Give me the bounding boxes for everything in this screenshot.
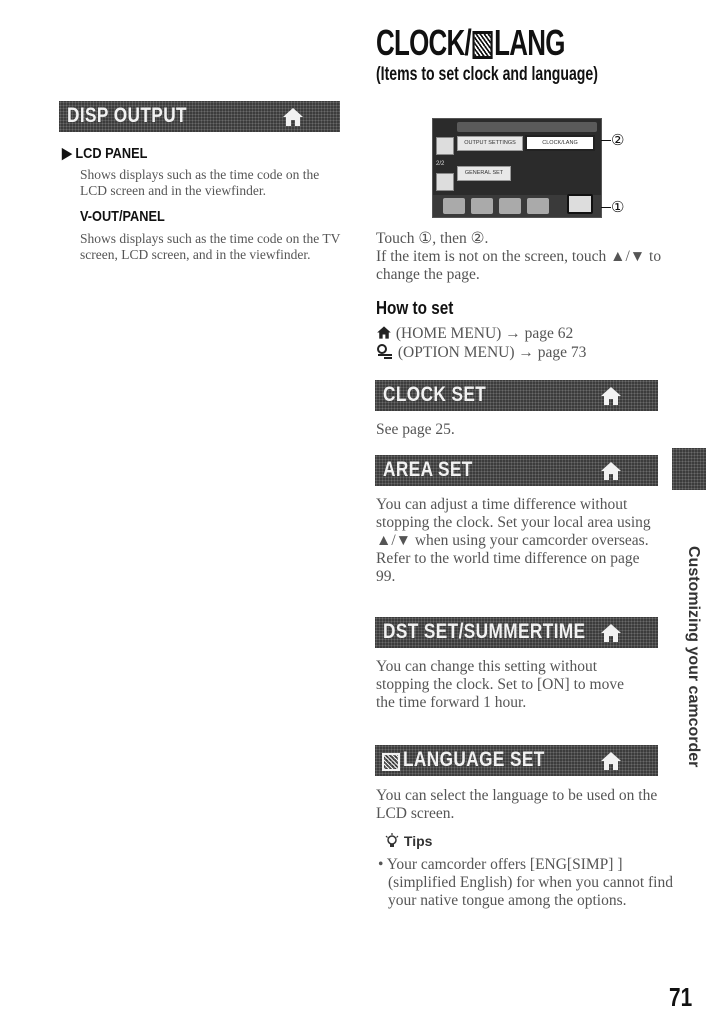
how-to-set-line-2: (OPTION MENU) → page 73 <box>376 344 586 362</box>
section-bar-language-set: LANGUAGE SET <box>375 745 658 776</box>
section-bar-clock-set: CLOCK SET <box>375 380 658 411</box>
camera-icon <box>443 198 465 214</box>
item-heading-lcd-panel: ▶ LCD PANEL <box>62 145 148 162</box>
callout-1: ① <box>611 199 625 216</box>
lang-icon <box>472 31 492 59</box>
display-icon <box>499 198 521 214</box>
item-body-lcd-panel: Shows displays such as the time code on the LCD screen and in the viewfinder. <box>80 167 320 198</box>
bottom-icon-bar <box>433 195 601 217</box>
callout-line-2 <box>601 140 611 141</box>
tips-bullet: • Your camcorder offers [ENG[SIMP] ] (simplified English) for when you cannot find your native tongue among the options. <box>378 856 673 909</box>
dst-set-body: You can change this setting without stopping the clock. Set to [ON] to move the time forward 1 hour. <box>376 658 624 711</box>
home-icon <box>600 460 622 482</box>
home-icon <box>600 385 622 407</box>
page-number: 71 <box>669 982 693 1012</box>
how-to-set-line-1: (HOME MENU) → page 62 <box>376 325 573 343</box>
home-icon <box>600 622 622 644</box>
instruction-line-1: Touch ①, then ②. <box>376 230 489 247</box>
page-title: CLOCK/ LANG <box>376 22 565 63</box>
record-icon <box>527 198 549 214</box>
down-arrow-icon <box>436 173 454 191</box>
instruction-line-2: If the item is not on the screen, touch ▲/▼ to change the page. <box>376 248 662 283</box>
side-tab-label: Customizing your camcorder <box>685 546 702 768</box>
item-heading-v-out-panel: V-OUT/PANEL <box>80 208 165 225</box>
how-to-set-heading: How to set <box>376 298 454 318</box>
tips-heading: Tips <box>384 833 432 849</box>
section-bar-disp-output: DISP OUTPUT <box>59 101 340 132</box>
settings-icon <box>567 194 593 214</box>
status-line <box>457 122 597 132</box>
language-set-body: You can select the language to be used on the LCD screen. <box>376 787 658 822</box>
general-set-button: GENERAL SET <box>457 166 511 181</box>
lang-icon <box>382 753 400 771</box>
page-subtitle: (Items to set clock and language) <box>376 64 598 85</box>
clock-lang-button: CLOCK/LANG <box>525 135 595 151</box>
home-icon <box>282 106 304 128</box>
item-body-v-out-panel: Shows displays such as the time code on the TV screen, LCD screen, and in the viewfinder. <box>80 231 341 262</box>
clock-set-body: See page 25. <box>376 421 455 438</box>
up-arrow-icon <box>436 137 454 155</box>
option-icon <box>376 344 394 359</box>
callout-line-1 <box>601 207 611 208</box>
lcd-screen-illustration <box>432 118 602 218</box>
home-icon <box>376 325 392 340</box>
output-settings-button: OUTPUT SETTINGS <box>457 136 523 151</box>
section-bar-area-set: AREA SET <box>375 455 658 486</box>
area-set-body: You can adjust a time difference without stopping the clock. Set your local area using ▲/▼ when using your camcorder overseas. Refer to the world time difference on page 99. <box>376 496 651 585</box>
home-icon <box>600 750 622 772</box>
tape-icon <box>471 198 493 214</box>
page-indicator: 2/2 <box>436 161 445 167</box>
side-tab-block <box>672 448 706 490</box>
callout-2: ② <box>611 132 625 149</box>
lightbulb-icon <box>384 833 400 849</box>
section-bar-dst-set: DST SET/SUMMERTIME <box>375 617 658 648</box>
